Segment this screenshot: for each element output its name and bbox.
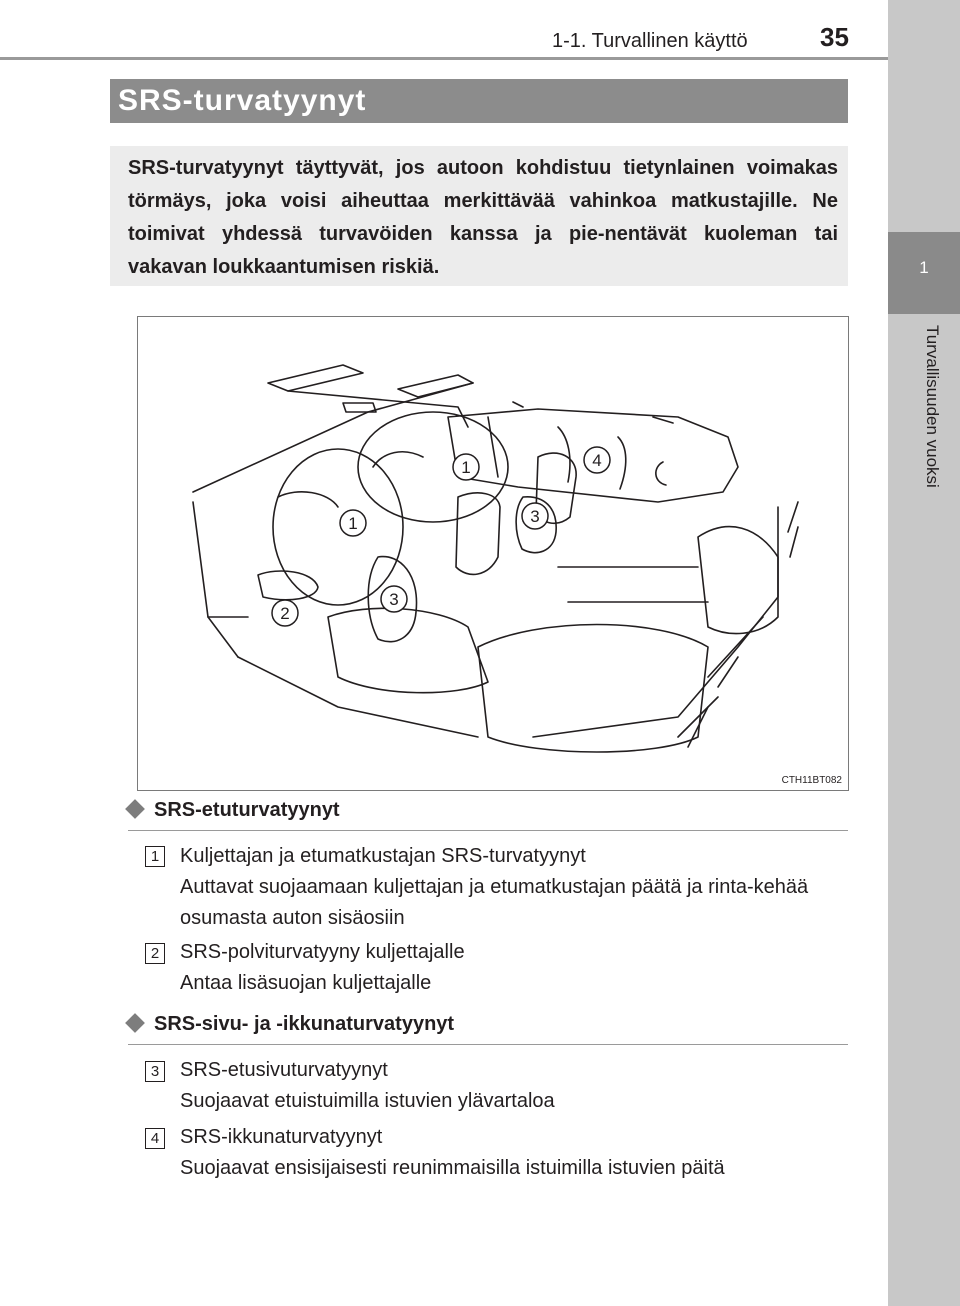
callout-label: 3 [530, 507, 540, 526]
header-title: 1-1. Turvallinen käyttö [552, 30, 748, 52]
front-seat-driver [456, 493, 500, 575]
item-title: Kuljettajan ja etumatkustajan SRS-turvatyynyt [180, 845, 586, 867]
callout-label: 2 [280, 604, 290, 623]
subheading-text: SRS-etuturvatyynyt [154, 799, 340, 821]
subheading-side-curtain-airbags [128, 1013, 454, 1036]
item-description: Suojaavat ensisijaisesti reunimmaisilla istuimilla istuvien päitä [180, 1157, 725, 1179]
item-number: 4 [145, 1128, 165, 1149]
side-tab [888, 0, 960, 1306]
item-description: Antaa lisäsuojan kuljettajalle [180, 972, 432, 994]
item-number: 3 [145, 1061, 165, 1082]
list-item [180, 1122, 850, 1184]
item-description: Suojaavat etuistuimilla istuvien ylävartaloa [180, 1090, 555, 1112]
rear-seat-right [698, 527, 778, 634]
list-item [180, 937, 850, 999]
item-title: SRS-polviturvatyyny kuljettajalle [180, 941, 465, 963]
item-title: SRS-ikkunaturvatyynyt [180, 1126, 383, 1148]
intro-text: SRS-turvatyynyt täyttyvät, jos autoon kohdistuu tietynlainen voimakas törmäys, joka voisi aiheuttaa merkittävää vahinkoa matkustajille. Ne toimivat yhdessä turvavöiden kanssa ja pie-nentävät kuoleman tai vakavan loukkaantumisen riskiä. [128, 157, 838, 278]
diamond-bullet-icon [125, 799, 145, 819]
diamond-bullet-icon [125, 1013, 145, 1033]
callout-label: 1 [348, 514, 358, 533]
rear-seat [478, 625, 708, 753]
figure-code: CTH11BT082 [781, 775, 842, 786]
side-tab-chapter-label: Turvallisuuden vuoksi [923, 325, 942, 488]
callout-label: 3 [389, 590, 399, 609]
header-divider [0, 57, 888, 60]
airbag-illustration [137, 316, 849, 791]
sun-visor-left [268, 365, 363, 391]
list-item [180, 1055, 850, 1117]
item-title: SRS-etusivuturvatyynyt [180, 1059, 388, 1081]
section-title: SRS-turvatyynyt [118, 84, 367, 117]
subheading-front-airbags [128, 799, 340, 822]
side-tab-chapter-number: 1 [919, 258, 929, 277]
callout-label: 4 [592, 451, 602, 470]
callout-label: 1 [461, 458, 471, 477]
knee-airbag [258, 571, 318, 600]
subheading-divider [128, 830, 848, 831]
driver-seat-cushion [328, 608, 488, 692]
driver-airbag [273, 449, 403, 605]
subheading-text: SRS-sivu- ja -ikkunaturvatyynyt [154, 1013, 455, 1035]
item-number: 2 [145, 943, 165, 964]
subheading-divider [128, 1044, 848, 1045]
item-number: 1 [145, 846, 165, 867]
page-number: 35 [820, 22, 849, 52]
item-description: Auttavat suojaamaan kuljettajan ja etumatkustajan päätä ja rinta-kehää osumasta auton sisäosiin [180, 876, 809, 929]
list-item [180, 841, 850, 934]
car-interior-drawing [138, 317, 848, 790]
